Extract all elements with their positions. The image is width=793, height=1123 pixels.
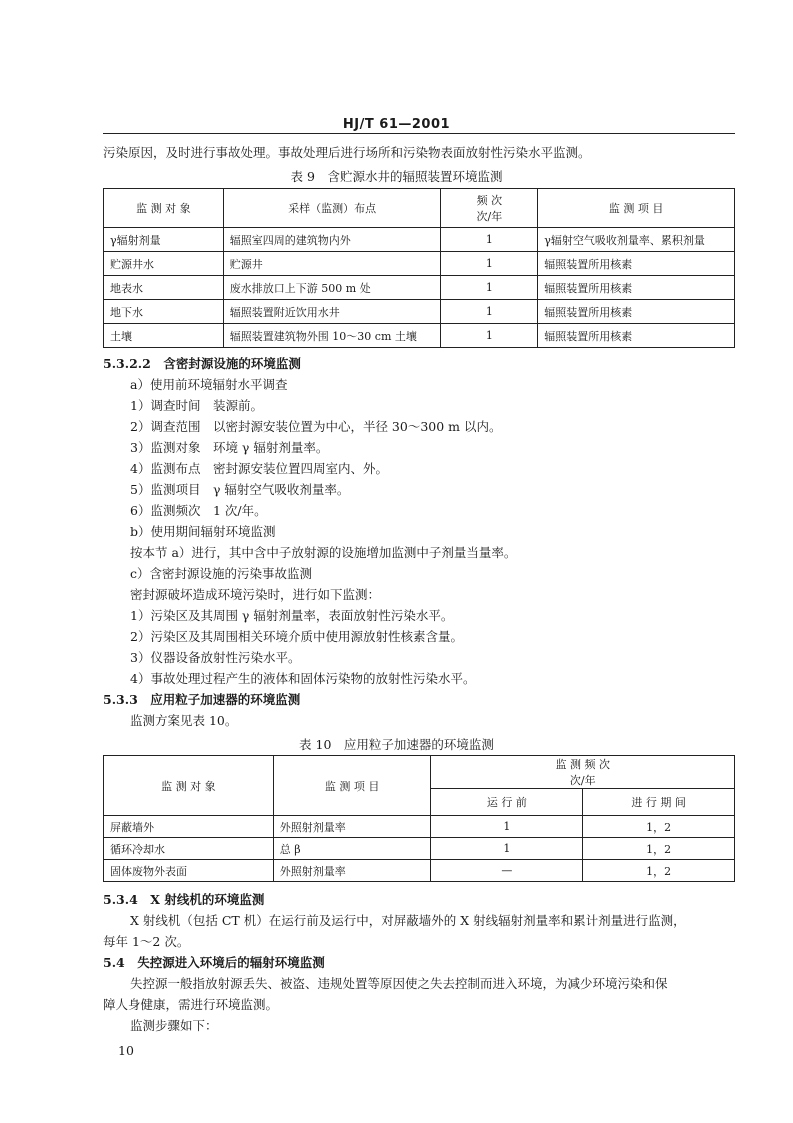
table-cell: 地下水 bbox=[104, 300, 224, 324]
header-rule bbox=[103, 133, 735, 134]
section-heading: 5.3.2.2 含密封源设施的环境监测 bbox=[103, 356, 301, 371]
table-cell: 屏蔽墙外 bbox=[104, 816, 274, 838]
paragraph-line: 监测方案见表 10。 bbox=[130, 713, 238, 728]
table-cell: 1 bbox=[441, 252, 538, 276]
table-10 bbox=[103, 755, 735, 882]
table-cell: 1，2 bbox=[583, 838, 735, 860]
paragraph-line: 密封源破坏造成环境污染时，进行如下监测： bbox=[130, 587, 381, 602]
table-header-cell: 进 行 期 间 bbox=[583, 789, 735, 816]
header-line: 监 测 频 次 bbox=[555, 758, 610, 771]
list-item: 3）仪器设备放射性污染水平。 bbox=[130, 650, 301, 665]
table-cell: 辐照装置所用核素 bbox=[538, 252, 735, 276]
header-line: 次/年 bbox=[569, 774, 596, 787]
table-cell: 1 bbox=[441, 300, 538, 324]
table-cell: 外照射剂量率 bbox=[273, 860, 431, 882]
table-header-cell: 监 测 对 象 bbox=[104, 756, 274, 816]
paragraph-line: 污染原因，及时进行事故处理。事故处理后进行场所和污染物表面放射性污染水平监测。 bbox=[103, 145, 591, 160]
table-cell: 辐照装置所用核素 bbox=[538, 276, 735, 300]
table-row bbox=[104, 252, 735, 276]
header-line: 频 次 bbox=[476, 194, 503, 207]
table-cell: 辐照室四周的建筑物内外 bbox=[223, 228, 441, 252]
table-cell: 外照射剂量率 bbox=[273, 816, 431, 838]
table-cell: 1 bbox=[431, 838, 583, 860]
table-cell: 辐照装置所用核素 bbox=[538, 300, 735, 324]
table-cell: 地表水 bbox=[104, 276, 224, 300]
standard-code: HJ/T 61—2001 bbox=[342, 117, 451, 132]
table-cell: 1，2 bbox=[583, 816, 735, 838]
paragraph-line: 按本节 a）进行，其中含中子放射源的设施增加监测中子剂量当量率。 bbox=[130, 545, 517, 560]
table-cell: γ辐射空气吸收剂量率、累积剂量 bbox=[538, 228, 735, 252]
list-item: 3）监测对象 环境 γ 辐射剂量率。 bbox=[130, 440, 329, 455]
list-item: 6）监测频次 1 次/年。 bbox=[130, 503, 267, 518]
table-row bbox=[104, 276, 735, 300]
table10-caption: 表 10 应用粒子加速器的环境监测 bbox=[299, 737, 494, 752]
list-item: 5）监测项目 γ 辐射空气吸收剂量率。 bbox=[130, 482, 350, 497]
table-row bbox=[104, 838, 735, 860]
table-header-cell bbox=[441, 189, 538, 228]
table-cell: 1，2 bbox=[583, 860, 735, 882]
table-cell: 固体废物外表面 bbox=[104, 860, 274, 882]
list-item: 2）污染区及其周围相关环境介质中使用源放射性核素含量。 bbox=[130, 629, 463, 644]
table-cell: 辐照装置建筑物外围 10～30 cm 土壤 bbox=[223, 324, 441, 348]
paragraph-line: 监测步骤如下： bbox=[130, 1018, 218, 1033]
table-cell: 贮源井 bbox=[223, 252, 441, 276]
paragraph-line: 失控源一般指放射源丢失、被盗、违规处置等原因使之失去控制而进入环境，为减少环境污染和保 bbox=[130, 976, 668, 991]
table-9 bbox=[103, 188, 735, 348]
table-cell: 辐照装置所用核素 bbox=[538, 324, 735, 348]
list-item: 4）监测布点 密封源安装位置四周室内、外。 bbox=[130, 461, 388, 476]
list-item: 1）调查时间 装源前。 bbox=[130, 398, 263, 413]
table-header-row bbox=[104, 189, 735, 228]
paragraph-line: 每年 1～2 次。 bbox=[103, 934, 190, 949]
table-header-cell: 监 测 项 目 bbox=[273, 756, 431, 816]
table-cell: 循环冷却水 bbox=[104, 838, 274, 860]
list-item: c）含密封源设施的污染事故监测 bbox=[130, 566, 313, 581]
table-row bbox=[104, 300, 735, 324]
paragraph-line: 障人身健康，需进行环境监测。 bbox=[103, 997, 279, 1012]
table-header-cell: 监 测 对 象 bbox=[104, 189, 224, 228]
table-row bbox=[104, 324, 735, 348]
list-item: 1）污染区及其周围 γ 辐射剂量率，表面放射性污染水平。 bbox=[130, 608, 454, 623]
table-cell: 土壤 bbox=[104, 324, 224, 348]
table-row bbox=[104, 816, 735, 838]
table-cell: 废水排放口上下游 500 m 处 bbox=[223, 276, 441, 300]
list-item: b）使用期间辐射环境监测 bbox=[130, 524, 276, 539]
table-cell: 1 bbox=[441, 228, 538, 252]
table-row bbox=[104, 860, 735, 882]
list-item: a）使用前环境辐射水平调查 bbox=[130, 377, 288, 392]
list-item: 2）调查范围 以密封源安装位置为中心，半径 30～300 m 以内。 bbox=[130, 419, 502, 434]
table-cell: 贮源井水 bbox=[104, 252, 224, 276]
table-cell: 总 β bbox=[273, 838, 431, 860]
table-cell: — bbox=[431, 860, 583, 882]
table-cell: γ辐射剂量 bbox=[104, 228, 224, 252]
table-header-cell: 运 行 前 bbox=[431, 789, 583, 816]
page-number: 10 bbox=[118, 1043, 134, 1058]
table-cell: 1 bbox=[441, 324, 538, 348]
table9-caption: 表 9 含贮源水井的辐照装置环境监测 bbox=[290, 169, 503, 184]
table-cell: 1 bbox=[441, 276, 538, 300]
table-header-cell: 采样（监测）布点 bbox=[223, 189, 441, 228]
table-header-cell bbox=[431, 756, 735, 789]
table-row bbox=[104, 228, 735, 252]
table-cell: 辐照装置附近饮用水井 bbox=[223, 300, 441, 324]
table-header-row bbox=[104, 756, 735, 789]
section-heading: 5.4 失控源进入环境后的辐射环境监测 bbox=[103, 955, 325, 970]
list-item: 4）事故处理过程产生的液体和固体污染物的放射性污染水平。 bbox=[130, 671, 476, 686]
paragraph-line: X 射线机（包括 CT 机）在运行前及运行中，对屏蔽墙外的 X 射线辐射剂量率和累计剂量进行监测， bbox=[130, 913, 686, 928]
header-line: 次/年 bbox=[476, 210, 503, 223]
section-heading: 5.3.4 X 射线机的环境监测 bbox=[103, 892, 265, 907]
section-heading: 5.3.3 应用粒子加速器的环境监测 bbox=[103, 692, 301, 707]
table-cell: 1 bbox=[431, 816, 583, 838]
table-header-cell: 监 测 项 目 bbox=[538, 189, 735, 228]
